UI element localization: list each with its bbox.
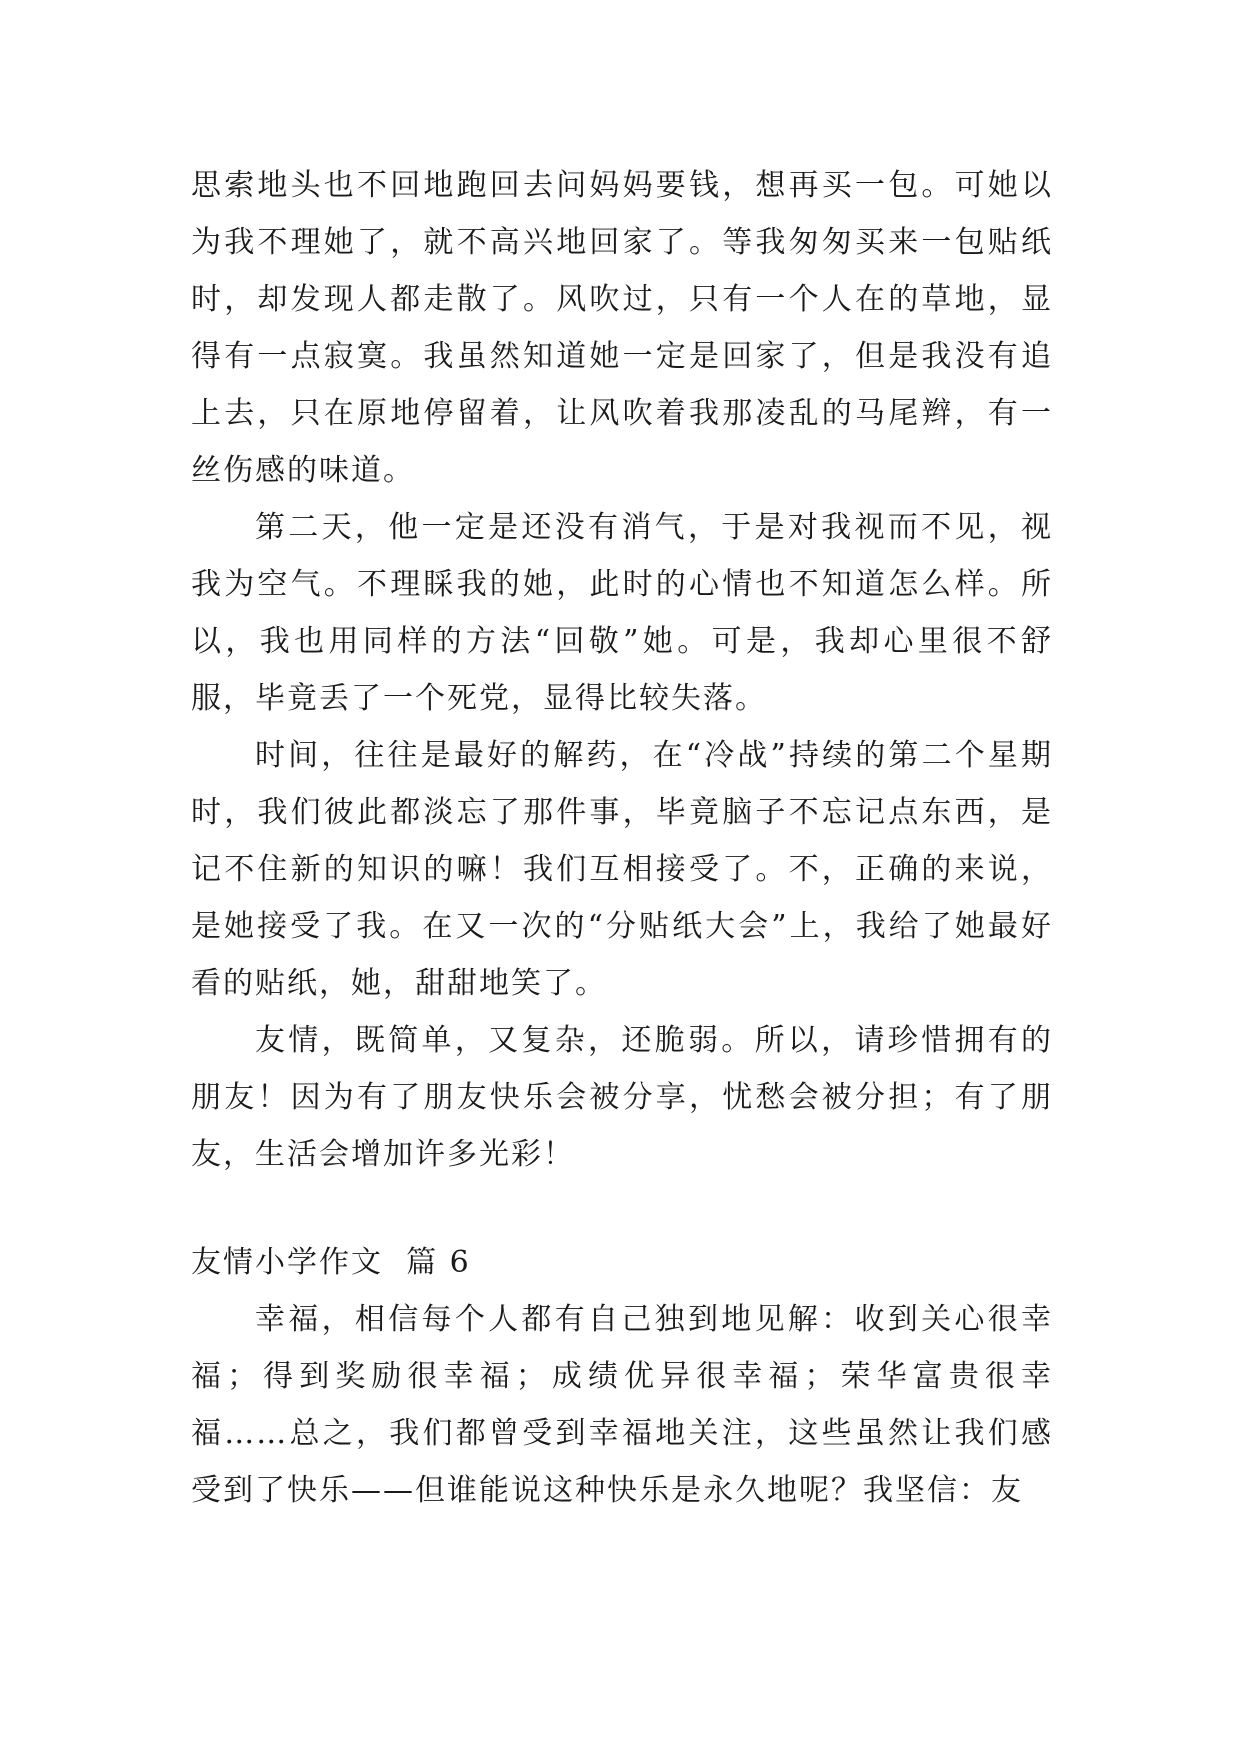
paragraph: 思索地头也不回地跑回去问妈妈要钱，想再买一包。可她以为我不理她了，就不高兴地回家了。等我匆匆买来一包贴纸时，却发现人都走散了。风吹过，只有一个人在的草地，显得有一点寂寞。我虽然知道她一定是回家了，但是我没有追上去，只在原地停留着，让风吹着我那凌乱的马尾辫，有一丝伤感的味道。 bbox=[191, 168, 1053, 488]
section-title: 友情小学作文 篇 6 bbox=[191, 1245, 471, 1280]
paragraph: 时间，往往是最好的解药，在“冷战”持续的第二个星期时，我们彼此都淡忘了那件事，毕竟脑子不忘记点东西，是记不住新的知识的嘛！我们互相接受了。不，正确的来说，是她接受了我。在又一次的“分贴纸大会”上，我给了她最好看的贴纸，她，甜甜地笑了。 bbox=[191, 738, 1053, 1001]
paragraph: 友情，既简单，又复杂，还脆弱。所以，请珍惜拥有的朋友！因为有了朋友快乐会被分享，忧愁会被分担；有了朋友，生活会增加许多光彩！ bbox=[191, 1023, 1053, 1172]
paragraph: 第二天，他一定是还没有消气，于是对我视而不见，视我为空气。不理睬我的她，此时的心情也不知道怎么样。所以，我也用同样的方法“回敬”她。可是，我却心里很不舒服，毕竟丢了一个死党，显得比较失落。 bbox=[191, 510, 1053, 716]
document-body bbox=[191, 157, 1053, 1519]
paragraph: 幸福，相信每个人都有自己独到地见解：收到关心很幸福；得到奖励很幸福；成绩优异很幸福；荣华富贵很幸福……总之，我们都曾受到幸福地关注，这些虽然让我们感受到了快乐——但谁能说这种快乐是永久地呢？我坚信：友 bbox=[191, 1302, 1053, 1508]
